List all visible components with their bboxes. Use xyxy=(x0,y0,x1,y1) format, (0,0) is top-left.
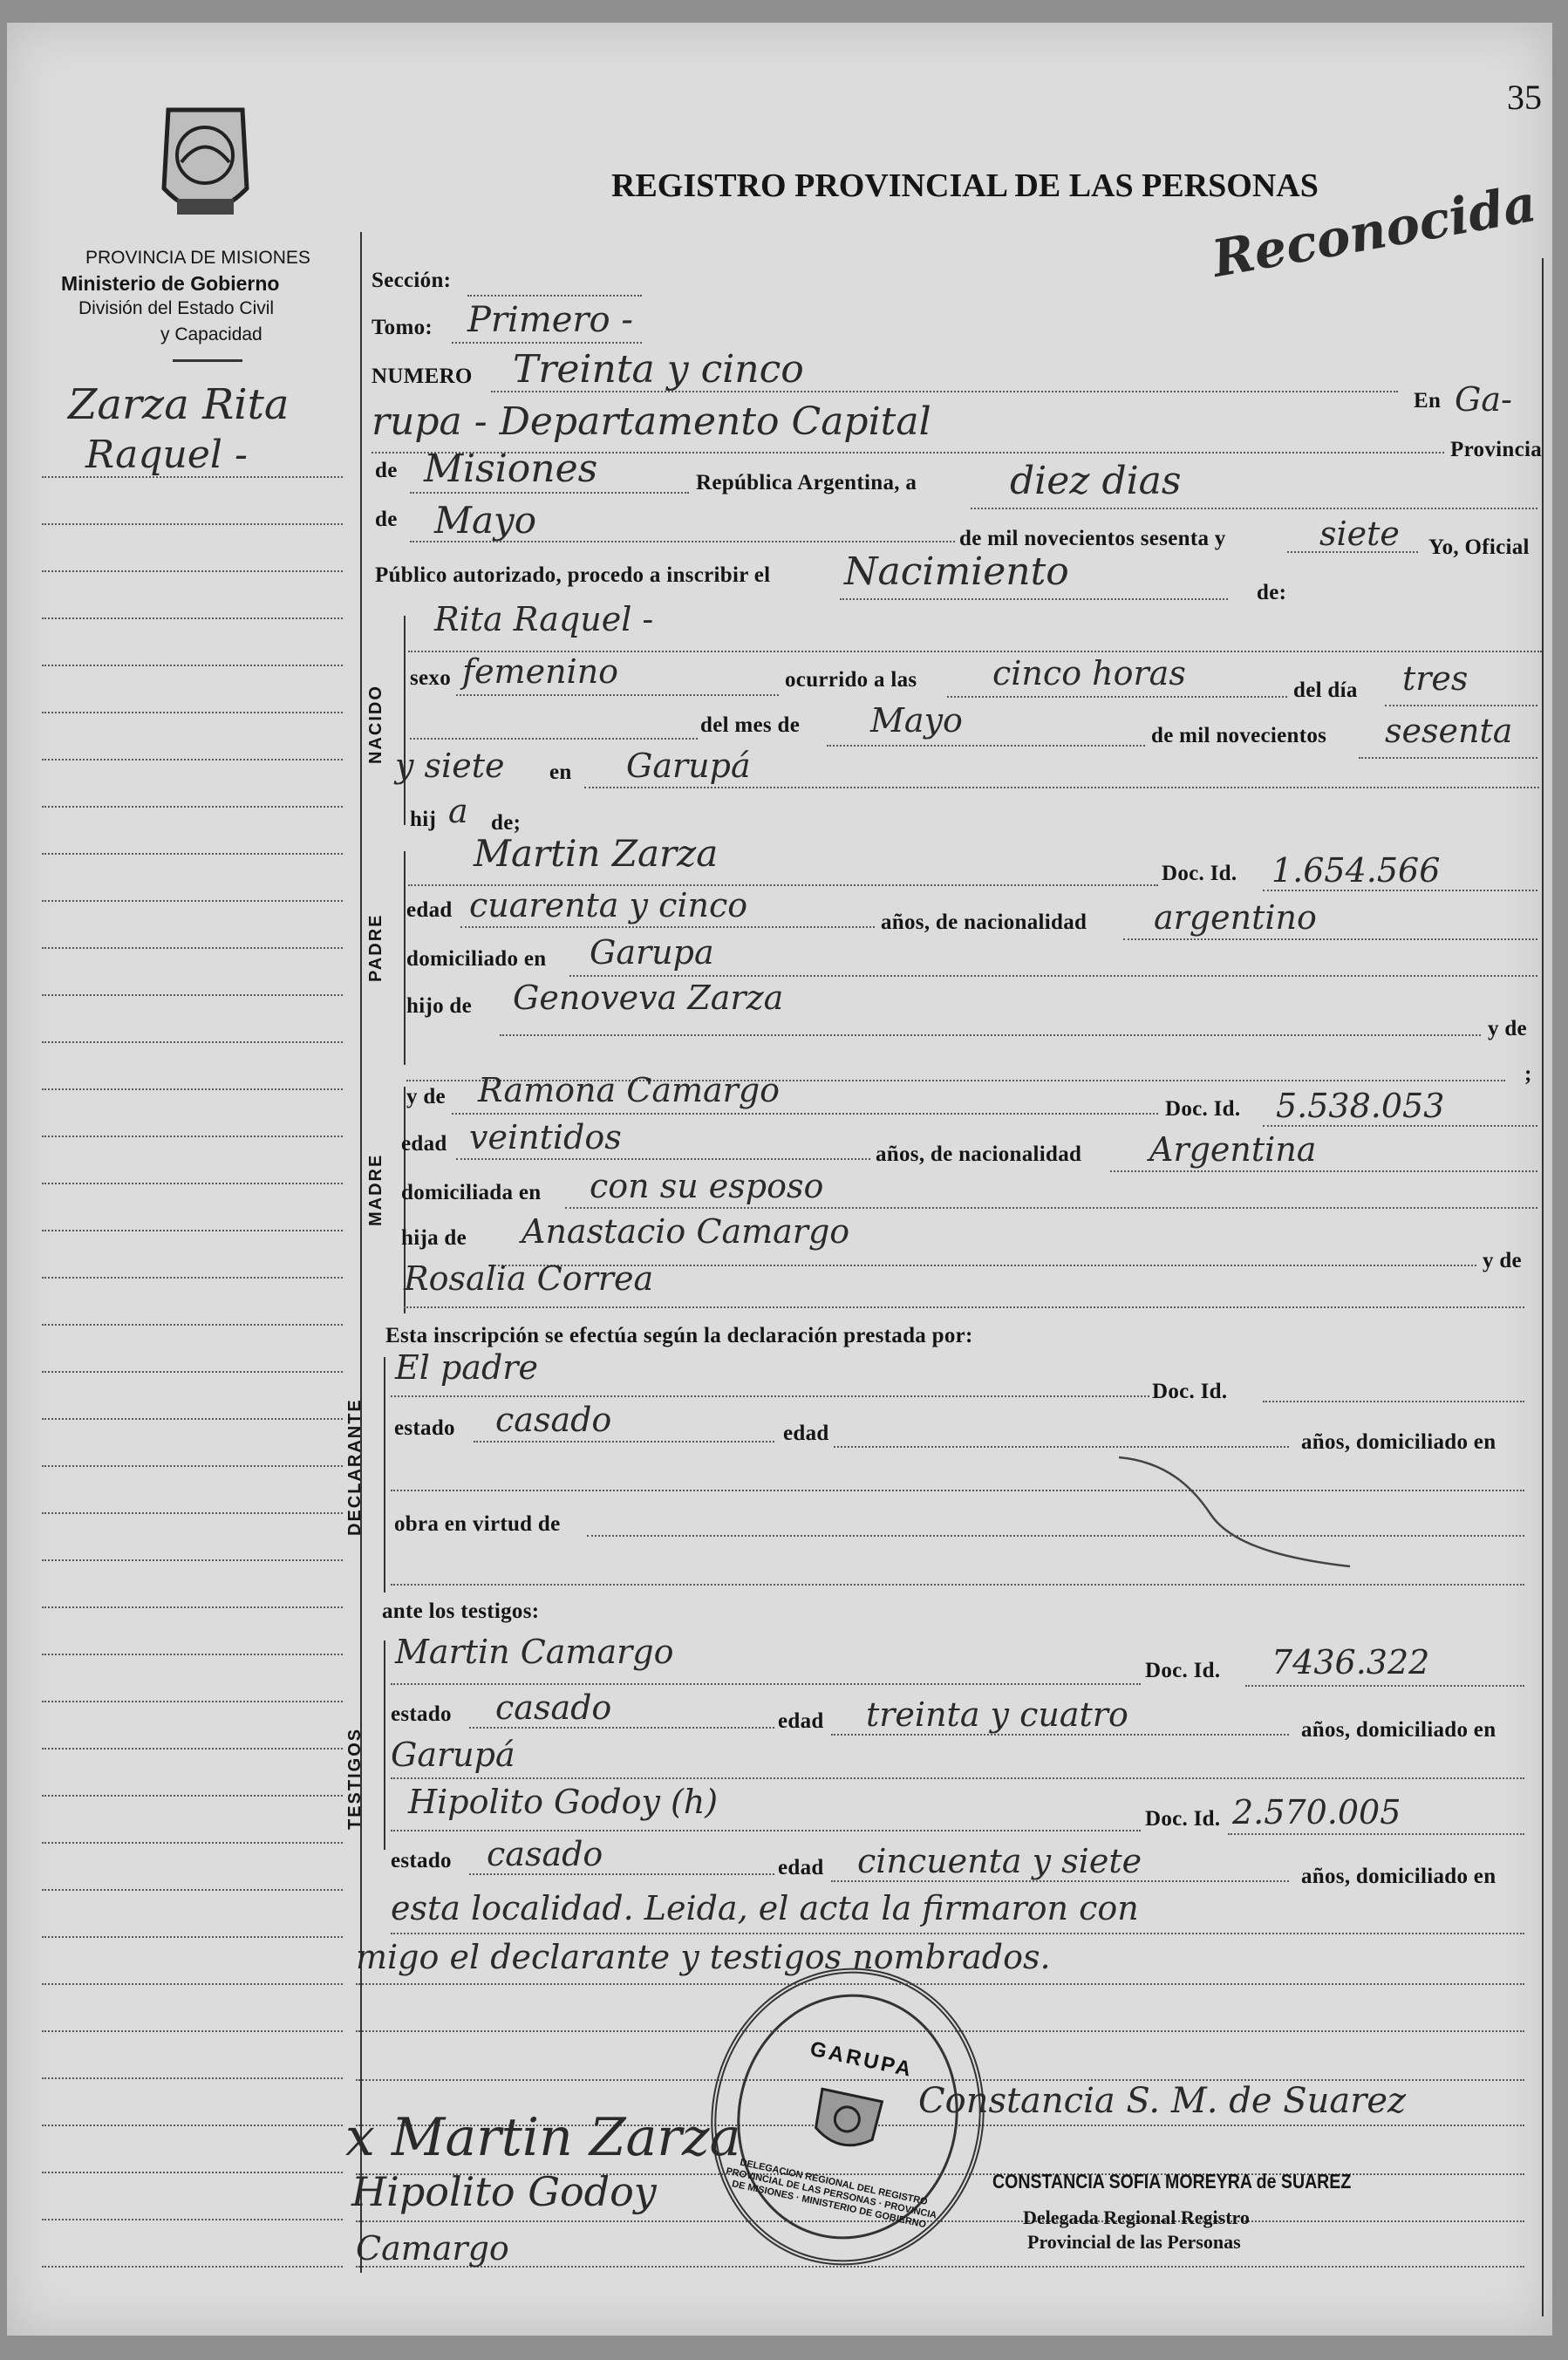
de-label: de xyxy=(375,459,398,482)
padre-section-label: PADRE xyxy=(366,913,385,982)
register-page xyxy=(7,23,1552,2336)
obra-label: obra en virtud de xyxy=(394,1512,561,1536)
numero-value: Treinta y cinco xyxy=(513,347,804,392)
place-value: rupa - Departamento Capital xyxy=(372,399,931,444)
w1-doc-value: 7436.322 xyxy=(1271,1643,1430,1681)
margin-rule-line xyxy=(42,1088,343,1090)
org-capacity: y Capacidad xyxy=(160,324,262,344)
padre-doc-value: 1.654.566 xyxy=(1271,851,1441,890)
declarante-estado-value: casado xyxy=(495,1401,612,1439)
w2-edad-value: cincuenta y siete xyxy=(857,1842,1142,1880)
seal-ring-text: DELEGACION REGIONAL DEL REGISTRO PROVINCIAL DE LAS PERSONAS · PROVINCIA DE MISIONES · MINISTERIO DE GOBIERNO xyxy=(725,2157,938,2231)
margin-rule-line xyxy=(42,947,343,949)
official-stamp-role: Delegada Regional Registro xyxy=(1023,2207,1250,2228)
margin-rule-line xyxy=(42,1936,343,1938)
margin-rule-line xyxy=(42,1230,343,1231)
dia-value: diez dias xyxy=(1010,459,1182,503)
margin-rule-line xyxy=(42,1512,343,1514)
madre-edad-value: veintidos xyxy=(469,1118,622,1156)
sexo-value: femenino xyxy=(462,652,619,691)
margin-rule-line xyxy=(42,2266,343,2268)
margin-name-line2: Raquel - xyxy=(85,433,248,477)
padre-semicolon: ; xyxy=(1524,1062,1532,1086)
w1-estado-value: casado xyxy=(495,1688,612,1727)
w1-dom-value: Garupá xyxy=(391,1736,515,1774)
sexo-label: sexo xyxy=(410,666,452,690)
margin-rule-line xyxy=(42,1324,343,1326)
w2-name: Hipolito Godoy (h) xyxy=(408,1783,719,1821)
acto-value: Nacimiento xyxy=(844,549,1069,594)
margin-rule-line xyxy=(42,759,343,761)
margin-rule-line xyxy=(42,2125,343,2126)
madre-parent2-value: Rosalia Correa xyxy=(404,1259,654,1298)
org-ministry: Ministerio de Gobierno xyxy=(61,272,280,295)
mil-label: de mil novecientos sesenta y xyxy=(959,527,1226,550)
page-number: 35 xyxy=(1507,78,1542,117)
w2-dom-line2: migo el declarante y testigos nombrados. xyxy=(356,1938,1051,1976)
padre-nac-label: años, de nacionalidad xyxy=(881,911,1087,934)
margin-rule-line xyxy=(42,1748,343,1750)
signature-hipolito-godoy: Hipolito Godoy xyxy=(351,2168,657,2215)
declarante-estado-label: estado xyxy=(394,1416,455,1440)
margin-name-line1: Zarza Rita xyxy=(68,380,290,429)
madre-dom-value: con su esposo xyxy=(590,1167,824,1205)
madre-parent1-value: Anastacio Camargo xyxy=(522,1212,850,1251)
mes-value: Mayo xyxy=(434,499,537,542)
margin-rule-line xyxy=(42,1795,343,1797)
provincia-value: Misiones xyxy=(424,447,598,491)
margin-rule-line xyxy=(42,2077,343,2079)
signature-camargo: Camargo xyxy=(356,2229,509,2268)
padre-edad-label: edad xyxy=(406,898,453,922)
org-province: PROVINCIA DE MISIONES xyxy=(85,248,310,268)
margin-rule-line xyxy=(42,1277,343,1279)
hijo-value: a xyxy=(448,792,468,830)
madre-hija-label: hija de xyxy=(401,1226,467,1250)
margin-rule-line xyxy=(42,1701,343,1702)
margin-rule-line xyxy=(42,1606,343,1608)
w1-anos-dom-label: años, domiciliado en xyxy=(1301,1718,1496,1742)
official-stamp-name: CONSTANCIA SOFIA MOREYRA de SUAREZ xyxy=(992,2170,1352,2193)
padre-yde-label: y de xyxy=(1488,1017,1527,1040)
padre-name: Martin Zarza xyxy=(474,832,719,875)
padre-parent-value: Genoveva Zarza xyxy=(513,979,784,1017)
lugar-value: Garupá xyxy=(626,747,751,785)
w2-dom-line1: esta localidad. Leida, el acta la firmaron con xyxy=(391,1889,1139,1927)
anio-value: siete xyxy=(1319,515,1400,553)
margin-rule-line xyxy=(42,2219,343,2220)
margin-rule-line xyxy=(42,1465,343,1467)
margin-rule-line xyxy=(42,476,343,478)
margin-rule-line xyxy=(42,570,343,572)
ocurrido-label: ocurrido a las xyxy=(785,668,917,692)
de-mes-label: de xyxy=(375,508,398,531)
margin-rule-line xyxy=(42,1136,343,1137)
madre-doc-value: 5.538.053 xyxy=(1276,1087,1445,1125)
en-lugar-label: en xyxy=(549,761,572,784)
w1-doc-label: Doc. Id. xyxy=(1145,1659,1221,1682)
margin-rule-line xyxy=(42,523,343,525)
official-stamp-office: Provincial de las Personas xyxy=(1027,2231,1241,2253)
margin-rule-line xyxy=(42,1418,343,1420)
yo-oficial-label: Yo, Oficial xyxy=(1428,535,1530,559)
margin-rule-line xyxy=(42,2172,343,2173)
declarante-anos-dom-label: años, domiciliado en xyxy=(1301,1430,1496,1454)
margin-rule-line xyxy=(42,617,343,619)
margin-rule-line xyxy=(42,1559,343,1561)
declarante-intro: Esta inscripción se efectúa según la declaración prestada por: xyxy=(385,1324,973,1347)
padre-nac-value: argentino xyxy=(1154,898,1317,937)
padre-edad-value: cuarenta y cinco xyxy=(469,886,748,924)
margin-rule-line xyxy=(42,1842,343,1844)
mil-nov-label: de mil novecientos xyxy=(1151,724,1327,747)
cancel-stroke-icon xyxy=(1115,1453,1359,1575)
seal-center-text: GARUPA xyxy=(808,2036,916,2083)
hora-value: cinco horas xyxy=(992,654,1186,692)
w2-doc-value: 2.570.005 xyxy=(1232,1793,1401,1831)
nacido-mes-value: Mayo xyxy=(870,701,963,740)
provincia-label: Provincia xyxy=(1450,438,1543,461)
signature-martin-zarza: x Martin Zarza xyxy=(345,2107,741,2168)
padre-dom-label: domiciliado en xyxy=(406,947,547,971)
hijo-de-label: de; xyxy=(491,811,522,835)
margin-rule-line xyxy=(42,665,343,666)
madre-edad-label: edad xyxy=(401,1132,447,1156)
declarante-name: El padre xyxy=(395,1348,538,1387)
mes-label: del mes de xyxy=(700,713,801,737)
dia-label: del día xyxy=(1293,679,1358,702)
reconocida-annotation: Reconocida xyxy=(1207,173,1541,290)
numero-label: NUMERO xyxy=(372,365,473,388)
madre-yde-label: y de xyxy=(406,1085,446,1108)
testigos-intro: ante los testigos: xyxy=(382,1599,540,1623)
padre-hijo-label: hijo de xyxy=(406,994,473,1018)
w1-name: Martin Camargo xyxy=(395,1633,674,1671)
w2-estado-label: estado xyxy=(391,1849,452,1872)
seccion-label: Sección: xyxy=(372,269,452,292)
madre-nac-label: años, de nacionalidad xyxy=(876,1142,1082,1166)
padre-doc-label: Doc. Id. xyxy=(1162,862,1237,885)
margin-rule-line xyxy=(42,806,343,808)
madre-section-label: MADRE xyxy=(366,1153,385,1226)
en-label: En xyxy=(1414,389,1442,413)
w2-estado-value: casado xyxy=(487,1835,603,1873)
w2-anos-dom-label: años, domiciliado en xyxy=(1301,1865,1496,1888)
nacido-name: Rita Raquel - xyxy=(434,600,654,638)
margin-rule-line xyxy=(42,2030,343,2032)
de-colon-label: de: xyxy=(1257,581,1287,604)
nacido-section-label: NACIDO xyxy=(366,685,385,764)
madre-nac-value: Argentina xyxy=(1149,1130,1317,1169)
w1-edad-label: edad xyxy=(778,1709,824,1733)
margin-rule-line xyxy=(42,1983,343,1985)
margin-rule-line xyxy=(42,853,343,855)
declarante-section-label: DECLARANTE xyxy=(345,1398,365,1536)
signature-official: Constancia S. M. de Suarez xyxy=(918,2081,1407,2121)
hijo-label: hij xyxy=(410,808,437,831)
margin-rule-line xyxy=(42,1183,343,1184)
margin-rule-line xyxy=(42,1041,343,1043)
republica-label: República Argentina, a xyxy=(696,471,917,495)
margin-rule-line xyxy=(42,900,343,902)
tomo-label: Tomo: xyxy=(372,316,433,339)
madre-dom-label: domiciliada en xyxy=(401,1181,542,1204)
margin-rule-line xyxy=(42,1654,343,1655)
margin-rule-line xyxy=(42,1371,343,1373)
en-value: Ga- xyxy=(1455,380,1512,419)
w2-edad-label: edad xyxy=(778,1856,824,1879)
nacido-dia-value: tres xyxy=(1402,659,1469,698)
publico-label: Público autorizado, procedo a inscribir el xyxy=(375,563,771,587)
margin-rule-line xyxy=(42,994,343,996)
madre-name: Ramona Camargo xyxy=(478,1071,781,1109)
declarante-doc-label: Doc. Id. xyxy=(1152,1380,1228,1403)
testigos-section-label: TESTIGOS xyxy=(345,1727,365,1830)
anio-value-2: y siete xyxy=(395,747,505,785)
register-title: REGISTRO PROVINCIAL DE LAS PERSONAS xyxy=(611,167,1319,204)
w2-doc-label: Doc. Id. xyxy=(1145,1807,1221,1831)
margin-rule-line xyxy=(42,1889,343,1891)
declarante-edad-label: edad xyxy=(783,1422,829,1445)
padre-dom-value: Garupa xyxy=(590,933,714,972)
margin-rule-line xyxy=(42,712,343,713)
w1-edad-value: treinta y cuatro xyxy=(866,1695,1128,1734)
w1-estado-label: estado xyxy=(391,1702,452,1726)
provincial-emblem-icon xyxy=(151,101,260,232)
org-division: División del Estado Civil xyxy=(78,298,275,318)
tomo-value: Primero - xyxy=(467,300,633,340)
madre-yde2-label: y de xyxy=(1483,1249,1522,1272)
anio-value-1: sesenta xyxy=(1385,712,1513,750)
madre-doc-label: Doc. Id. xyxy=(1165,1097,1241,1121)
